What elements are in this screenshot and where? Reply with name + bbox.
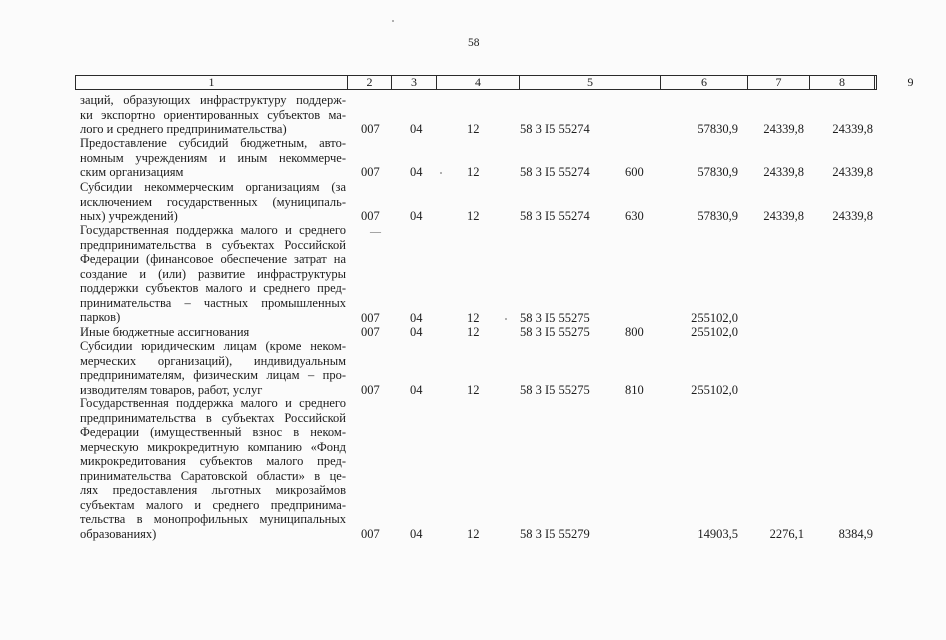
cell-amount-col8: 2276,1 <box>769 527 804 541</box>
cell-subsection: 12 <box>467 122 480 136</box>
cell-section: 04 <box>410 165 423 179</box>
description-line: принимательства Саратовской области» в це- <box>80 468 346 483</box>
description-line: номным учреждениям и иным некоммерче- <box>80 150 346 165</box>
description-line: Федерации (имущественный взнос в неком- <box>80 425 346 440</box>
description-line: тельства в монопрофильных муниципальных <box>80 512 346 527</box>
header-col-6: 6 <box>661 76 748 89</box>
header-col-7: 7 <box>748 76 810 89</box>
cell-amount-col7: 57830,9 <box>697 165 738 179</box>
cell-amount-col9: 24339,8 <box>832 165 873 179</box>
cell-expense-type: 810 <box>625 383 644 397</box>
description-line: Предоставление субсидий бюджетным, авто- <box>80 136 346 150</box>
cell-expense-type: 800 <box>625 325 644 339</box>
description-line: заций, образующих инфраструктуру поддерж- <box>80 93 346 107</box>
cell-section: 04 <box>410 209 423 223</box>
row-description <box>80 180 346 224</box>
cell-amount-col7: 57830,9 <box>697 122 738 136</box>
cell-target-article: 58 3 I5 55274 <box>520 122 590 136</box>
cell-target-article: 58 3 I5 55274 <box>520 165 590 179</box>
cell-amount-col8: 24339,8 <box>763 165 804 179</box>
row-description <box>80 136 346 180</box>
row-description <box>80 325 346 340</box>
cell-amount-col7: 255102,0 <box>691 325 738 339</box>
cell-subsection: 12 <box>467 311 480 325</box>
cell-amount-col7: 57830,9 <box>697 209 738 223</box>
cell-section: 04 <box>410 325 423 339</box>
description-line: мерческую микрокредитную компанию «Фонд <box>80 439 346 454</box>
description-line: предпринимательства в субъектах Российской <box>80 410 346 425</box>
description-line: предпринимателям, физическим лицам – про- <box>80 368 346 383</box>
header-col-3: 3 <box>392 76 437 89</box>
header-col-4: 4 <box>437 76 520 89</box>
description-line: Федерации (финансовое обеспечение затрат на <box>80 252 346 267</box>
cell-subsection: 12 <box>467 527 480 541</box>
scan-speck <box>505 318 507 320</box>
cell-amount-col7: 255102,0 <box>691 311 738 325</box>
cell-expense-type: 600 <box>625 165 644 179</box>
cell-amount-col9: 24339,8 <box>832 209 873 223</box>
description-line: лях предоставления льготных микрозаймов <box>80 483 346 498</box>
cell-subsection: 12 <box>467 325 480 339</box>
table-header-row <box>75 75 914 90</box>
description-line: Субсидии некоммерческим организациям (за <box>80 180 346 194</box>
cell-ministry-code: 007 <box>361 527 380 541</box>
page-number: 58 <box>468 37 480 49</box>
cell-section: 04 <box>410 527 423 541</box>
cell-ministry-code: 007 <box>361 383 380 397</box>
scan-speck <box>392 20 394 22</box>
description-line: мерческих организаций), индивидуальным <box>80 353 346 368</box>
header-col-2: 2 <box>348 76 392 89</box>
description-line: исключением государственных (муниципаль- <box>80 194 346 209</box>
cell-section: 04 <box>410 122 423 136</box>
description-line: Иные бюджетные ассигнования <box>80 325 250 339</box>
cell-subsection: 12 <box>467 165 480 179</box>
cell-amount-col8: 24339,8 <box>763 122 804 136</box>
cell-subsection: 12 <box>467 209 480 223</box>
description-line: ки экспортно ориентированных субъектов ма- <box>80 107 346 122</box>
header-col-9: 9 <box>907 75 914 89</box>
header-col-1: 1 <box>76 76 348 89</box>
description-line: лого и среднего предпринимательства) <box>80 122 287 137</box>
description-line: ским организациям <box>80 165 184 180</box>
row-description <box>80 93 346 137</box>
description-line: Государственная поддержка малого и среднего <box>80 396 346 410</box>
cell-ministry-code: 007 <box>361 325 380 339</box>
row-description <box>80 223 346 325</box>
cell-target-article: 58 3 I5 55275 <box>520 325 590 339</box>
cell-expense-type: 630 <box>625 209 644 223</box>
cell-ministry-code: 007 <box>361 209 380 223</box>
cell-amount-col7: 14903,5 <box>697 527 738 541</box>
description-line: ных) учреждений) <box>80 209 178 224</box>
description-line: субъектам малого и среднего предпринима- <box>80 497 346 512</box>
description-line: создание и (или) развитие инфраструктуры <box>80 266 346 281</box>
cell-section: 04 <box>410 383 423 397</box>
description-line: парков) <box>80 310 121 325</box>
cell-target-article: 58 3 I5 55275 <box>520 311 590 325</box>
description-line: поддержки субъектов малого и среднего пред- <box>80 281 346 296</box>
cell-ministry-code: 007 <box>361 122 380 136</box>
description-line: образованиях) <box>80 526 157 541</box>
row-description <box>80 339 346 397</box>
underline-mark: — <box>370 226 381 238</box>
cell-ministry-code: 007 <box>361 165 380 179</box>
cell-amount-col8: 24339,8 <box>763 209 804 223</box>
scan-speck <box>440 172 442 174</box>
cell-target-article: 58 3 I5 55275 <box>520 383 590 397</box>
header-col-5: 5 <box>520 76 661 89</box>
cell-amount-col9: 24339,8 <box>832 122 873 136</box>
cell-target-article: 58 3 I5 55279 <box>520 527 590 541</box>
cell-target-article: 58 3 I5 55274 <box>520 209 590 223</box>
cell-amount-col7: 255102,0 <box>691 383 738 397</box>
cell-ministry-code: 007 <box>361 311 380 325</box>
description-line: принимательства – частных промышленных <box>80 295 346 310</box>
description-line: Субсидии юридическим лицам (кроме неком- <box>80 339 346 353</box>
row-description <box>80 396 346 541</box>
description-line: микрокредитования субъектов малого пред- <box>80 454 346 469</box>
description-line: предпринимательства в субъектах Российской <box>80 237 346 252</box>
description-line: изводителям товаров, работ, услуг <box>80 382 263 397</box>
description-line: Государственная поддержка малого и среднего <box>80 223 346 237</box>
cell-subsection: 12 <box>467 383 480 397</box>
cell-section: 04 <box>410 311 423 325</box>
cell-amount-col9: 8384,9 <box>838 527 873 541</box>
header-col-8: 8 <box>810 76 875 89</box>
